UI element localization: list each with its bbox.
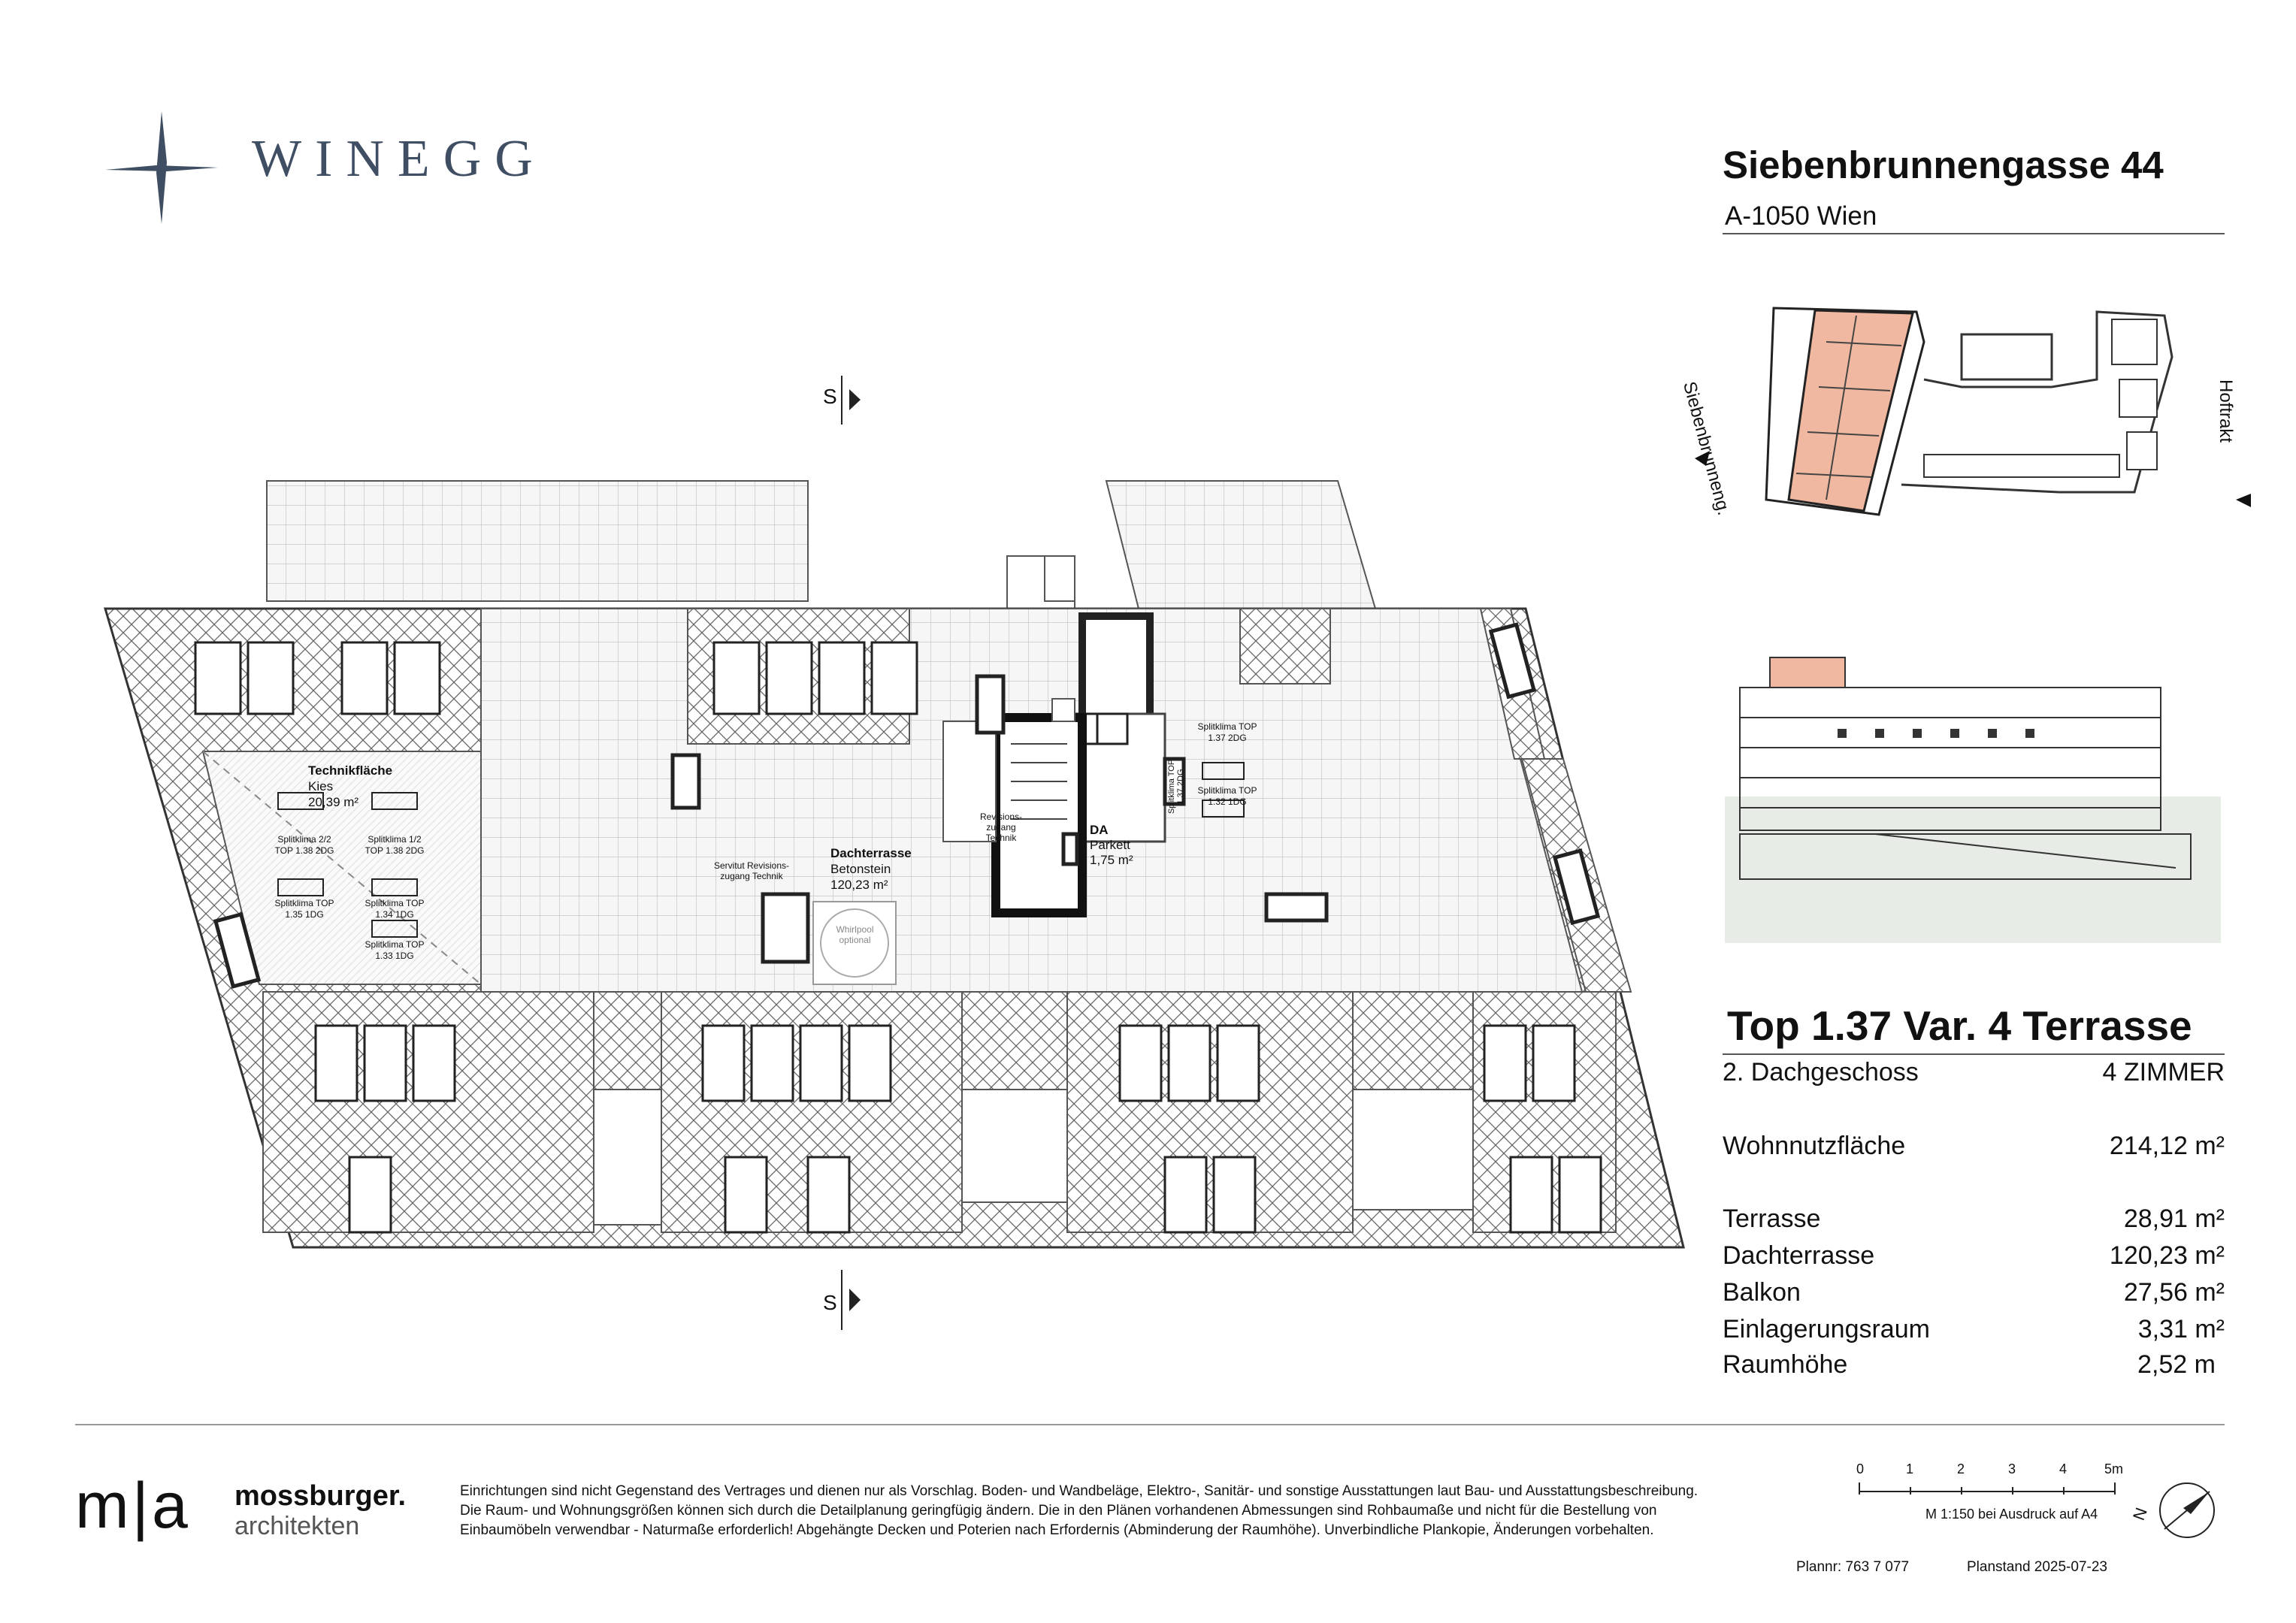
compass-star-icon — [105, 111, 218, 224]
area-label: Einlagerungsraum — [1723, 1315, 1930, 1343]
revision-left-label: Servitut Revisions-zugang Technik — [713, 860, 790, 881]
revision-right-label: Revisions-zugang Technik — [979, 812, 1022, 843]
architect-logo: m|a — [75, 1470, 191, 1542]
area-value: 28,91 m² — [2123, 1204, 2225, 1233]
footer-divider — [75, 1424, 2225, 1425]
dachterrasse-label — [830, 845, 912, 893]
north-arrow — [2129, 1480, 2232, 1540]
plan-number: Plannr: 763 7 077 — [1796, 1559, 1910, 1575]
section-marker-bottom: S — [823, 1291, 837, 1314]
address-city: A-1050 Wien — [1725, 201, 1877, 231]
scale-tick: 1 — [1906, 1461, 1914, 1476]
section-marker-top: S — [823, 385, 837, 408]
split-label: Splitklima TOP 1.37 2DG — [1197, 721, 1257, 743]
architect-sub: architekten — [234, 1512, 360, 1540]
area-label: Balkon — [1723, 1278, 1801, 1307]
area-value: 2,52 m — [2137, 1350, 2216, 1379]
split-label: Splitklima TOP 1.35 1DG — [274, 898, 334, 920]
unit-rooms: 4 ZIMMER — [2102, 1058, 2225, 1087]
area-value: 27,56 m² — [2123, 1278, 2225, 1307]
da-title: DA — [1090, 823, 1109, 837]
split-label: Splitklima 2/2 TOP 1.38 2DG — [274, 834, 334, 856]
section-drawing — [1725, 642, 2221, 943]
area-label: Dachterrasse — [1723, 1241, 1875, 1270]
area-value: 3,31 m² — [2137, 1315, 2225, 1343]
scale-tick: 2 — [1957, 1461, 1965, 1476]
dachterrasse-title: Dachterrasse — [830, 846, 912, 860]
area-value: 214,12 m² — [2109, 1132, 2225, 1160]
site-courtyard-label: Hoftrakt — [2216, 379, 2236, 443]
site-plan — [1676, 297, 2262, 522]
unit-title: Top 1.37 Var. 4 Terrasse — [1727, 1002, 2192, 1049]
unit-divider — [1723, 1053, 2225, 1055]
brand-name: WINEGG — [252, 130, 546, 188]
disclaimer — [460, 1482, 1858, 1540]
architect-name: mossburger. — [234, 1480, 407, 1512]
da-label — [1090, 823, 1133, 868]
split-label: Splitklima TOP 1.34 1DG — [365, 898, 425, 920]
scale-tick: 4 — [2059, 1461, 2068, 1476]
scale-tick: 0 — [1856, 1461, 1865, 1476]
area-label: Wohnnutzfläche — [1723, 1132, 1906, 1160]
scale-tick: 3 — [2008, 1461, 2016, 1476]
north-label: N — [2129, 1505, 2151, 1523]
whirlpool-label: Whirlpool optional — [836, 924, 874, 945]
brand-logo — [105, 105, 586, 225]
plan-date: Planstand 2025-07-23 — [1967, 1559, 2107, 1575]
technik-area: 20,39 m² — [308, 795, 359, 809]
technik-material: Kies — [308, 779, 334, 793]
split-label: Splitklima 1/2 TOP 1.38 2DG — [365, 834, 425, 856]
area-label: Raumhöhe — [1723, 1350, 1848, 1379]
split-label: Splitklima TOP 1.37 2DG — [1167, 759, 1185, 815]
dachterrasse-area: 120,23 m² — [830, 878, 888, 892]
address-street: Siebenbrunnengasse 44 — [1723, 144, 2164, 186]
area-label: Terrasse — [1723, 1204, 1821, 1233]
floor-plan — [90, 368, 1699, 1345]
split-label: Splitklima TOP 1.33 1DG — [365, 939, 425, 961]
address-divider — [1723, 233, 2225, 234]
north-arrow-icon — [2157, 1480, 2217, 1540]
split-label: Splitklima TOP 1.32 1DG — [1197, 785, 1257, 807]
disclaimer-line: Die Raum- und Wohnungsgrößen können sich durch die Detailplanung geringfügig ändern. Die in den Plänen vorhandenen Abmessungen sind Rohbaumaße und nicht für die Bestellung von — [460, 1503, 1657, 1519]
da-material: Parkett — [1090, 838, 1130, 852]
scale-bar — [1856, 1461, 2127, 1529]
da-area: 1,75 m² — [1090, 853, 1133, 867]
disclaimer-line: Einrichtungen sind nicht Gegenstand des Vertrages und dienen nur als Vorschlag. Boden- und Wandbeläge, Elektro-, Sanitär- und sonstige Ausstattungen laut Bau- und Ausstattungsbeschreibung. — [460, 1483, 1699, 1499]
scale-tick: 5m — [2104, 1461, 2124, 1476]
technik-title: Technikfläche — [308, 763, 393, 778]
disclaimer-line: Einbaumöbeln verwendbar - Naturmaße erforderlich! Abgehängte Decken und Poterien nach Erfordernis (Abminderung der Raumhöhe). Unverbindliche Plankopie, Änderungen vorbehalten. — [460, 1522, 1654, 1538]
technik-label — [308, 763, 392, 810]
dachterrasse-material: Betonstein — [830, 862, 891, 876]
unit-floor: 2. Dachgeschoss — [1723, 1058, 1919, 1087]
scale-note: M 1:150 bei Ausdruck auf A4 — [1925, 1507, 2098, 1522]
site-street-label: Siebenbrunneng. — [1678, 379, 1735, 518]
area-value: 120,23 m² — [2109, 1241, 2225, 1270]
